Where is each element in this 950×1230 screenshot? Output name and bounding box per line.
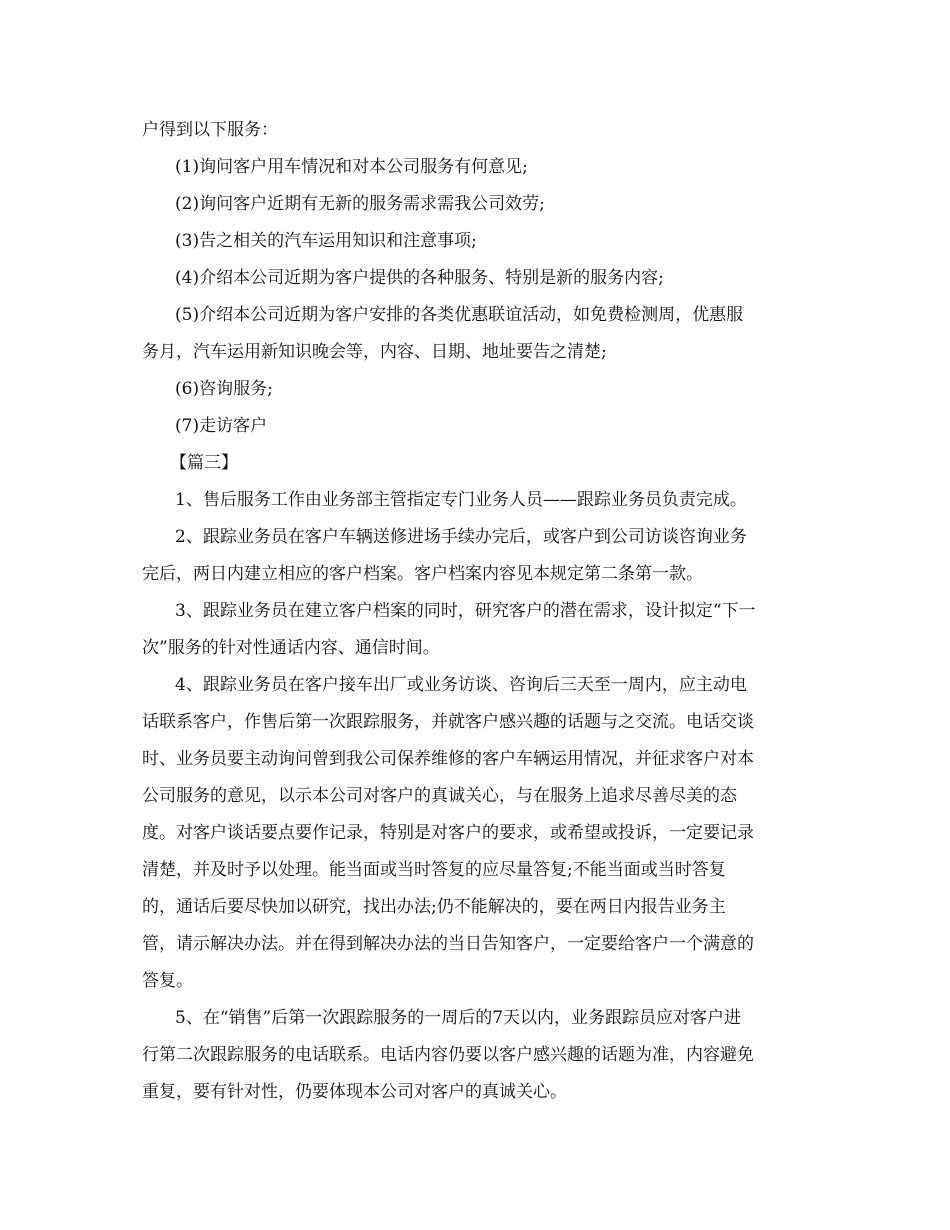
list-item: (4)介绍本公司近期为客户提供的各种服务、特别是新的服务内容; [175, 268, 664, 288]
text-line: 重复，要有针对性，仍要体现本公司对客户的真诚关心。 [142, 1082, 567, 1102]
text-line: 行第二次跟踪服务的电话联系。电话内容仍要以客户感兴趣的话题为准，内容避免 [142, 1045, 754, 1065]
text-line: 管，请示解决办法。并在得到解决办法的当日告知客户，一定要给客户一个满意的 [142, 934, 754, 954]
list-item: (1)询问客户用车情况和对本公司服务有何意见; [175, 157, 528, 177]
text-line: 时、业务员要主动询问曾到我公司保养维修的客户车辆运用情况，并征求客户对本 [142, 749, 754, 769]
paragraph-line: 4、跟踪业务员在客户接车出厂或业务访谈、咨询后三天至一周内，应主动电 [175, 675, 747, 695]
text-line: 务月，汽车运用新知识晚会等，内容、日期、地址要告之清楚; [142, 342, 607, 362]
paragraph-line: 2、跟踪业务员在客户车辆送修进场手续办完后，或客户到公司访谈咨询业务 [175, 527, 747, 547]
paragraph-line: 1、售后服务工作由业务部主管指定专门业务人员——跟踪业务员负责完成。 [175, 490, 747, 510]
text-line: 次”服务的针对性通话内容、通信时间。 [142, 638, 440, 658]
paragraph-line: 5、在“销售”后第一次跟踪服务的一周后的7天以内，业务跟踪员应对客户进 [175, 1008, 742, 1028]
list-item: (5)介绍本公司近期为客户安排的各类优惠联谊活动，如免费检测周，优惠服 [175, 305, 744, 325]
text-line: 答复。 [142, 971, 193, 991]
text-line: 完后，两日内建立相应的客户档案。客户档案内容见本规定第二条第一款。 [142, 564, 703, 584]
text-line: 清楚，并及时予以处理。能当面或当时答复的应尽量答复;不能当面或当时答复 [142, 860, 726, 880]
text-line: 公司服务的意见，以示本公司对客户的真诚关心，与在服务上追求尽善尽美的态 [142, 786, 737, 806]
list-item: (6)咨询服务; [175, 379, 273, 399]
text-line: 度。对客户谈话要点要作记录，特别是对客户的要求，或希望或投诉，一定要记录 [142, 823, 754, 843]
list-item: (2)询问客户近期有无新的服务需求需我公司效劳; [175, 194, 545, 214]
list-item: (3)告之相关的汽车运用知识和注意事项; [175, 231, 477, 251]
text-line: 的，通话后要尽快加以研究，找出办法;仍不能解决的，要在两日内报告业务主 [142, 897, 726, 917]
section-heading: 【篇三】 [170, 453, 238, 473]
text-line: 户得到以下服务： [142, 120, 278, 140]
text-line: 话联系客户，作售后第一次跟踪服务，并就客户感兴趣的话题与之交流。电话交谈 [142, 712, 754, 732]
list-item: (7)走访客户 [175, 416, 268, 436]
paragraph-line: 3、跟踪业务员在建立客户档案的同时，研究客户的潜在需求，设计拟定“下一 [175, 601, 756, 621]
